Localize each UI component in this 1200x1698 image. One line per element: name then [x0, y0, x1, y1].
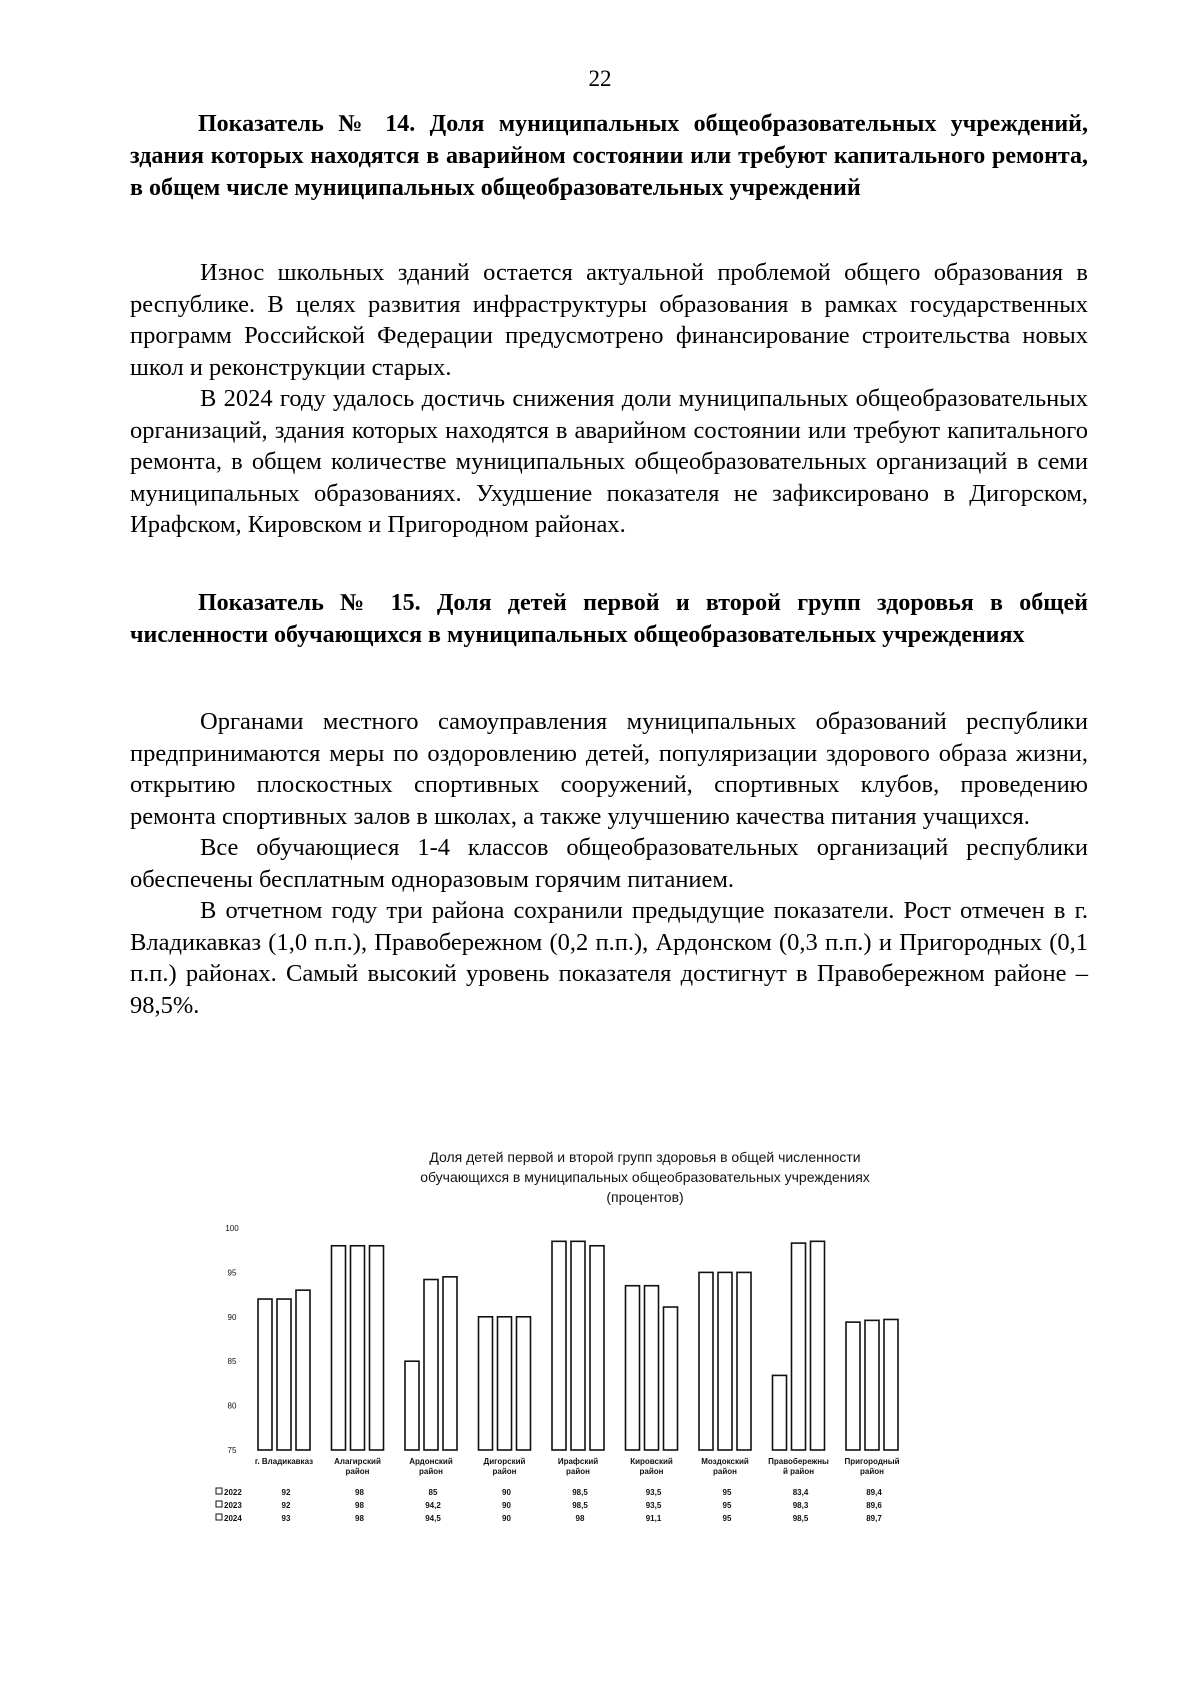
health-groups-chart: [0, 1140, 1200, 1560]
indicator-15-paragraph: Все обучающиеся 1-4 классов общеобразовательных организаций республики обеспечены бесплатным одноразовым горячим питанием.: [130, 834, 1088, 893]
bar-2023: [351, 1246, 365, 1450]
y-tick-label: 95: [227, 1268, 237, 1278]
data-label-2023: 98,3: [792, 1501, 809, 1510]
page-number: 22: [588, 66, 612, 91]
indicator-14-heading: [130, 108, 1088, 204]
indicator-14-paragraph: В 2024 году удалось достичь снижения доли муниципальных общеобразовательных организаций, здания которых находятся в аварийном состоянии или требуют капитального ремонта, в общем количестве муниципальных общеобразовательных организаций в семи муниципальных образованиях. Ухудшение показателя не зафиксировано в Дигорском, Ирафском, Кировском и Пригородном районах.: [130, 385, 1088, 538]
data-label-2024: 90: [502, 1514, 511, 1523]
legend-swatch-2022: [216, 1488, 222, 1494]
data-label-2023: 98: [355, 1501, 364, 1510]
bar-2024: [664, 1307, 678, 1450]
bar-2022: [846, 1322, 860, 1450]
data-label-2023: 94,2: [425, 1501, 441, 1510]
data-label-2024: 98,5: [792, 1514, 809, 1523]
data-label-2022: 92: [281, 1488, 291, 1497]
category-label: район: [492, 1467, 517, 1476]
bar-2022: [405, 1361, 419, 1450]
category-label: Пригородный: [844, 1457, 900, 1466]
legend-label: 2023: [224, 1501, 242, 1510]
category-label: Алагирский: [334, 1457, 381, 1466]
indicator-15-heading: [130, 587, 1088, 651]
legend-label: 2024: [224, 1514, 242, 1523]
data-label-2023: 90: [502, 1501, 511, 1510]
data-label-2023: 89,6: [866, 1501, 882, 1510]
category-label: й район: [782, 1467, 815, 1476]
bar-2023: [865, 1320, 879, 1450]
bar-2023: [718, 1272, 732, 1450]
indicator-15-paragraph: Органами местного самоуправления муниципальных образований республики предпринимаются меры по оздоровлению детей, популяризации здорового образа жизни, открытию плоскостных спортивных сооружений, спортивных клубов, проведению ремонта спортивных залов в школах, а также улучшению качества питания учащихся.: [130, 708, 1088, 830]
data-label-2024: 95: [722, 1514, 732, 1523]
data-label-2023: 92: [281, 1501, 291, 1510]
data-label-2023: 93,5: [645, 1501, 662, 1510]
data-label-2024: 98: [575, 1514, 585, 1523]
indicator-14-body: [130, 257, 1088, 541]
bar-2022: [332, 1246, 346, 1450]
data-label-2022: 95: [722, 1488, 732, 1497]
data-label-2023: 95: [722, 1501, 732, 1510]
y-tick-label: 100: [225, 1224, 239, 1233]
bar-2024: [517, 1317, 531, 1450]
data-label-2023: 98,5: [572, 1501, 588, 1510]
indicator-15-body: [130, 706, 1088, 1021]
data-label-2024: 94,5: [425, 1514, 441, 1523]
data-label-2022: 98: [355, 1488, 364, 1497]
data-label-2022: 93,5: [645, 1488, 662, 1497]
bar-2024: [737, 1272, 751, 1450]
category-label: район: [419, 1467, 443, 1476]
data-label-2022: 98,5: [572, 1488, 588, 1497]
indicator-14-paragraph: Износ школьных зданий остается актуальной проблемой общего образования в республике. В целях развития инфраструктуры образования в рамках государственных программ Российской Федерации предусмотрено финансирование строительства новых школ и реконструкции старых.: [130, 259, 1088, 381]
data-label-2024: 98: [355, 1514, 364, 1523]
data-label-2022: 89,4: [866, 1488, 882, 1497]
data-label-2022: 85: [428, 1488, 438, 1497]
bar-2024: [590, 1246, 604, 1450]
chart-title-line: Доля детей первой и второй групп здоровья в общей численности: [429, 1149, 861, 1165]
bar-2023: [277, 1299, 291, 1450]
bar-2022: [699, 1272, 713, 1450]
category-label: Дигорский: [483, 1457, 526, 1466]
bar-2022: [258, 1299, 272, 1450]
legend-label: 2022: [224, 1488, 242, 1497]
bar-2023: [792, 1243, 806, 1450]
chart-svg: [0, 1140, 1200, 1560]
category-label: район: [345, 1467, 370, 1476]
category-label: Правобережны: [768, 1457, 829, 1466]
legend-swatch-2023: [216, 1501, 222, 1507]
category-label: Ардонский: [409, 1457, 453, 1466]
category-label: район: [713, 1467, 737, 1476]
category-label: район: [860, 1467, 884, 1476]
bar-2023: [424, 1280, 438, 1450]
category-label: район: [566, 1467, 590, 1476]
data-label-2024: 89,7: [866, 1514, 882, 1523]
bar-2024: [296, 1290, 310, 1450]
y-tick-label: 80: [227, 1401, 237, 1411]
data-label-2022: 90: [502, 1488, 511, 1497]
category-label: Моздокский: [701, 1457, 749, 1466]
bar-2023: [498, 1317, 512, 1450]
y-tick-label: 90: [227, 1312, 237, 1322]
category-label: район: [639, 1467, 664, 1476]
bar-2024: [443, 1277, 457, 1450]
data-label-2022: 83,4: [792, 1488, 809, 1497]
bar-2023: [571, 1241, 585, 1450]
data-label-2024: 93: [281, 1514, 291, 1523]
bar-2022: [479, 1317, 493, 1450]
bar-2022: [552, 1241, 566, 1450]
category-label: Ирафский: [557, 1457, 599, 1466]
indicator-14-heading-text: Показатель № 14. Доля муниципальных общеобразовательных учреждений, здания которых находятся в аварийном состоянии или требуют капитального ремонта, в общем числе муниципальных общеобразовательных учреждений: [130, 111, 1088, 201]
bar-2024: [370, 1246, 384, 1450]
bar-2024: [884, 1319, 898, 1450]
indicator-15-paragraph: В отчетном году три района сохранили предыдущие показатели. Рост отмечен в г. Владикавказ (1,0 п.п.), Правобережном (0,2 п.п.), Ардонском (0,3 п.п.) и Пригородных (0,1 п.п.) районах. Самый высокий уровень показателя достигнут в Правобережном районе – 98,5%.: [130, 897, 1088, 1019]
chart-title-line: обучающихся в муниципальных общеобразовательных учреждениях: [420, 1169, 870, 1185]
bar-2022: [626, 1286, 640, 1450]
data-label-2024: 91,1: [645, 1514, 662, 1523]
category-label: Кировский: [630, 1457, 673, 1466]
indicator-15-heading-text: Показатель № 15. Доля детей первой и второй групп здоровья в общей численности обучающихся в муниципальных общеобразовательных учреждениях: [130, 590, 1088, 648]
category-label: г. Владикавказ: [254, 1457, 314, 1466]
bar-2023: [645, 1286, 659, 1450]
legend-swatch-2024: [216, 1514, 222, 1520]
bar-2024: [811, 1241, 825, 1450]
bar-2022: [773, 1375, 787, 1450]
y-tick-label: 75: [227, 1446, 237, 1455]
y-tick-label: 85: [227, 1357, 237, 1367]
chart-title-line: (процентов): [606, 1189, 684, 1205]
